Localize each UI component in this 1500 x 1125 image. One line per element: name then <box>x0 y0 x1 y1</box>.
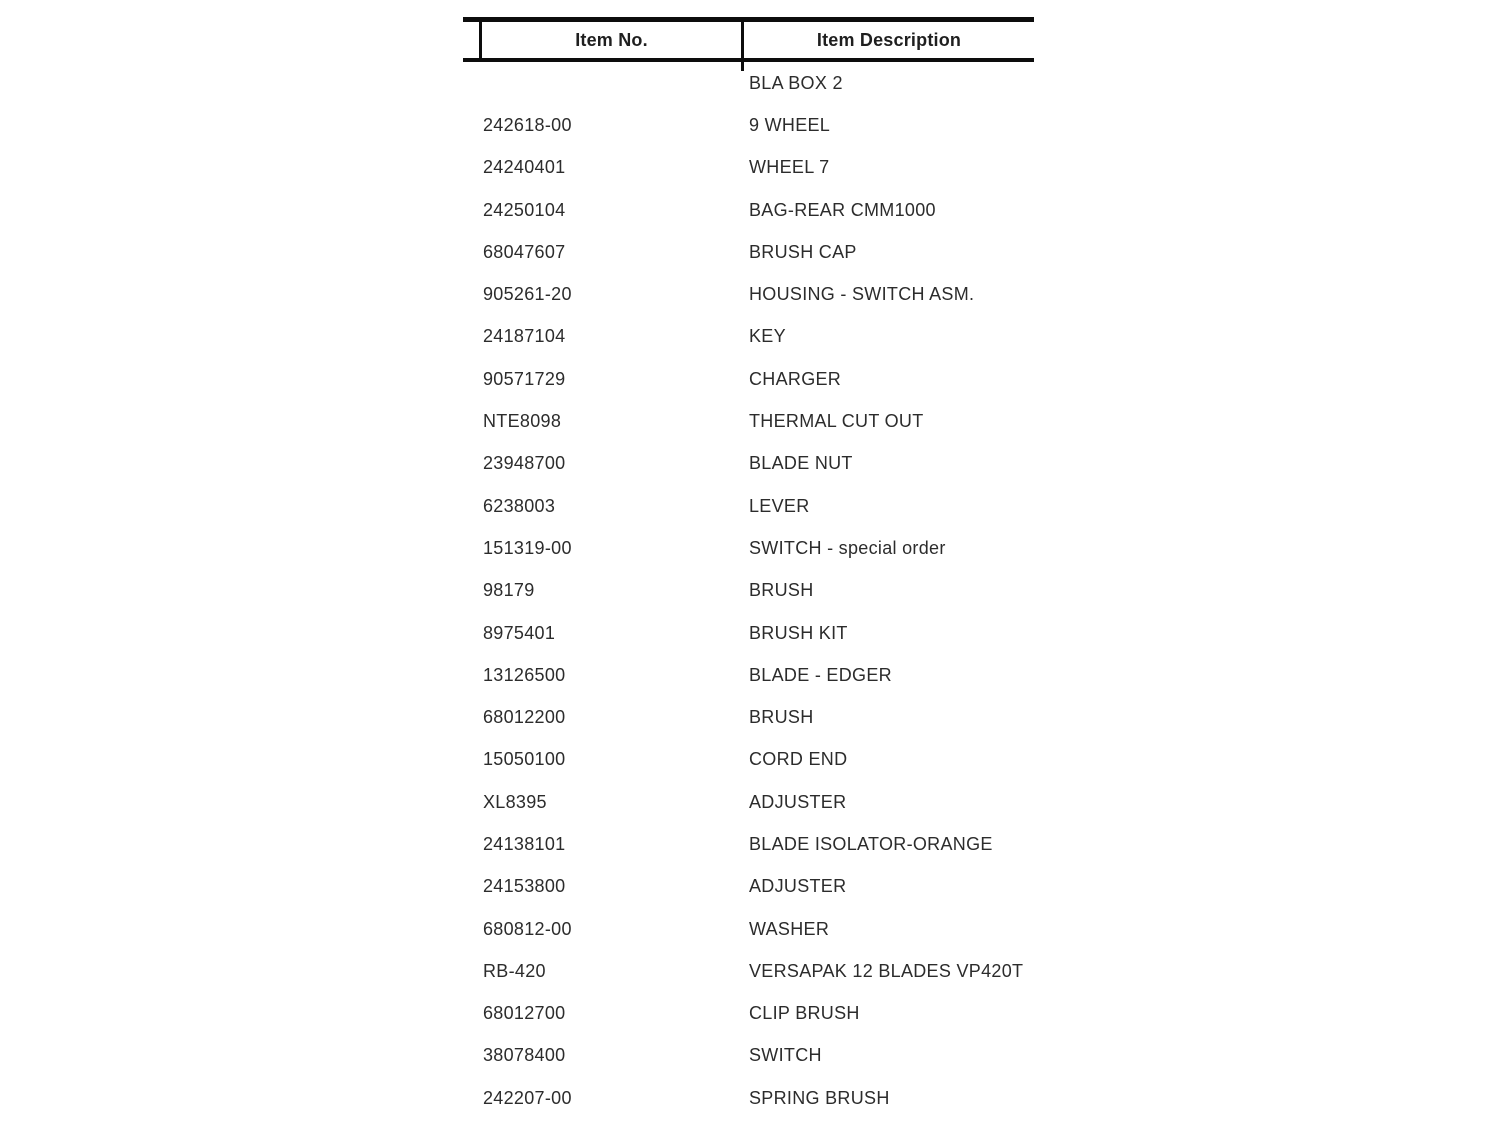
item-description-cell: HOUSING - SWITCH ASM. <box>749 284 975 305</box>
item-description-cell: SWITCH <box>749 1045 822 1066</box>
item-no-cell: NTE8098 <box>483 411 562 432</box>
item-no-cell: 8975401 <box>483 622 556 643</box>
item-no-cell: 242618-00 <box>483 114 572 135</box>
item-no-cell: 6238003 <box>483 495 556 516</box>
item-description-cell: SWITCH - special order <box>749 537 946 558</box>
item-description-cell: CORD END <box>749 749 848 770</box>
table-row <box>463 443 1034 485</box>
item-no-cell: 13126500 <box>483 664 566 685</box>
item-description-cell: LEVER <box>749 495 810 516</box>
item-no-cell: 90571729 <box>483 368 566 389</box>
item-no-cell: 242207-00 <box>483 1087 572 1108</box>
table-row <box>463 316 1034 358</box>
table-row <box>463 1035 1034 1077</box>
table-row <box>463 1077 1034 1119</box>
table-row <box>463 908 1034 950</box>
table-row <box>463 739 1034 781</box>
item-description-cell: BRUSH CAP <box>749 241 857 262</box>
table-row <box>463 147 1034 189</box>
table-row <box>463 612 1034 654</box>
item-no-cell: 68012200 <box>483 707 566 728</box>
table-row <box>463 527 1034 569</box>
item-no-cell: 23948700 <box>483 453 566 474</box>
table-row <box>463 273 1034 315</box>
item-description-cell: ADJUSTER <box>749 876 847 897</box>
item-no-cell: 24240401 <box>483 157 566 178</box>
parts-table <box>463 17 1034 1119</box>
table-row <box>463 866 1034 908</box>
table-row <box>463 781 1034 823</box>
item-no-cell: 905261-20 <box>483 284 572 305</box>
item-description-cell: WHEEL 7 <box>749 157 830 178</box>
table-row <box>463 62 1034 104</box>
column-divider-tick <box>741 58 744 71</box>
item-description-cell: THERMAL CUT OUT <box>749 411 924 432</box>
table-row <box>463 696 1034 738</box>
item-no-cell: 68047607 <box>483 241 566 262</box>
header-border-overhang <box>463 22 479 58</box>
item-no-cell: RB-420 <box>483 960 546 981</box>
item-no-cell: 38078400 <box>483 1045 566 1066</box>
item-description-cell: ADJUSTER <box>749 791 847 812</box>
item-description-cell: SPRING BRUSH <box>749 1087 890 1108</box>
item-no-cell: 24250104 <box>483 199 566 220</box>
table-row <box>463 823 1034 865</box>
column-header-item-no: Item No. <box>479 22 741 58</box>
table-row <box>463 189 1034 231</box>
table-row <box>463 358 1034 400</box>
table-row <box>463 993 1034 1035</box>
item-description-cell: WASHER <box>749 918 830 939</box>
item-no-cell: 98179 <box>483 580 535 601</box>
item-description-cell: BRUSH <box>749 707 814 728</box>
item-description-cell: BRUSH KIT <box>749 622 848 643</box>
table-row <box>463 654 1034 696</box>
item-description-cell: VERSAPAK 12 BLADES VP420T <box>749 960 1024 981</box>
table-row <box>463 231 1034 273</box>
item-description-cell: CLIP BRUSH <box>749 1003 860 1024</box>
table-row <box>463 950 1034 992</box>
item-no-cell: 24153800 <box>483 876 566 897</box>
table-header-row <box>463 17 1034 62</box>
item-no-cell: 24187104 <box>483 326 566 347</box>
item-description-cell: 9 WHEEL <box>749 114 831 135</box>
table-row <box>463 485 1034 527</box>
item-description-cell: CHARGER <box>749 368 842 389</box>
item-description-cell: BLA BOX 2 <box>749 72 843 93</box>
table-row <box>463 400 1034 442</box>
item-description-cell: BAG-REAR CMM1000 <box>749 199 936 220</box>
item-no-cell: 68012700 <box>483 1003 566 1024</box>
table-row <box>463 570 1034 612</box>
table-row <box>463 104 1034 146</box>
item-no-cell: 15050100 <box>483 749 566 770</box>
item-no-cell: 24138101 <box>483 833 566 854</box>
item-no-cell: 151319-00 <box>483 537 572 558</box>
item-description-cell: BLADE NUT <box>749 453 853 474</box>
item-description-cell: BRUSH <box>749 580 814 601</box>
item-no-cell: XL8395 <box>483 791 547 812</box>
item-description-cell: BLADE - EDGER <box>749 664 892 685</box>
item-no-cell: 680812-00 <box>483 918 572 939</box>
item-description-cell: BLADE ISOLATOR-ORANGE <box>749 833 993 854</box>
table-body <box>463 62 1034 1119</box>
item-description-cell: KEY <box>749 326 786 347</box>
column-header-item-description: Item Description <box>741 22 1034 58</box>
